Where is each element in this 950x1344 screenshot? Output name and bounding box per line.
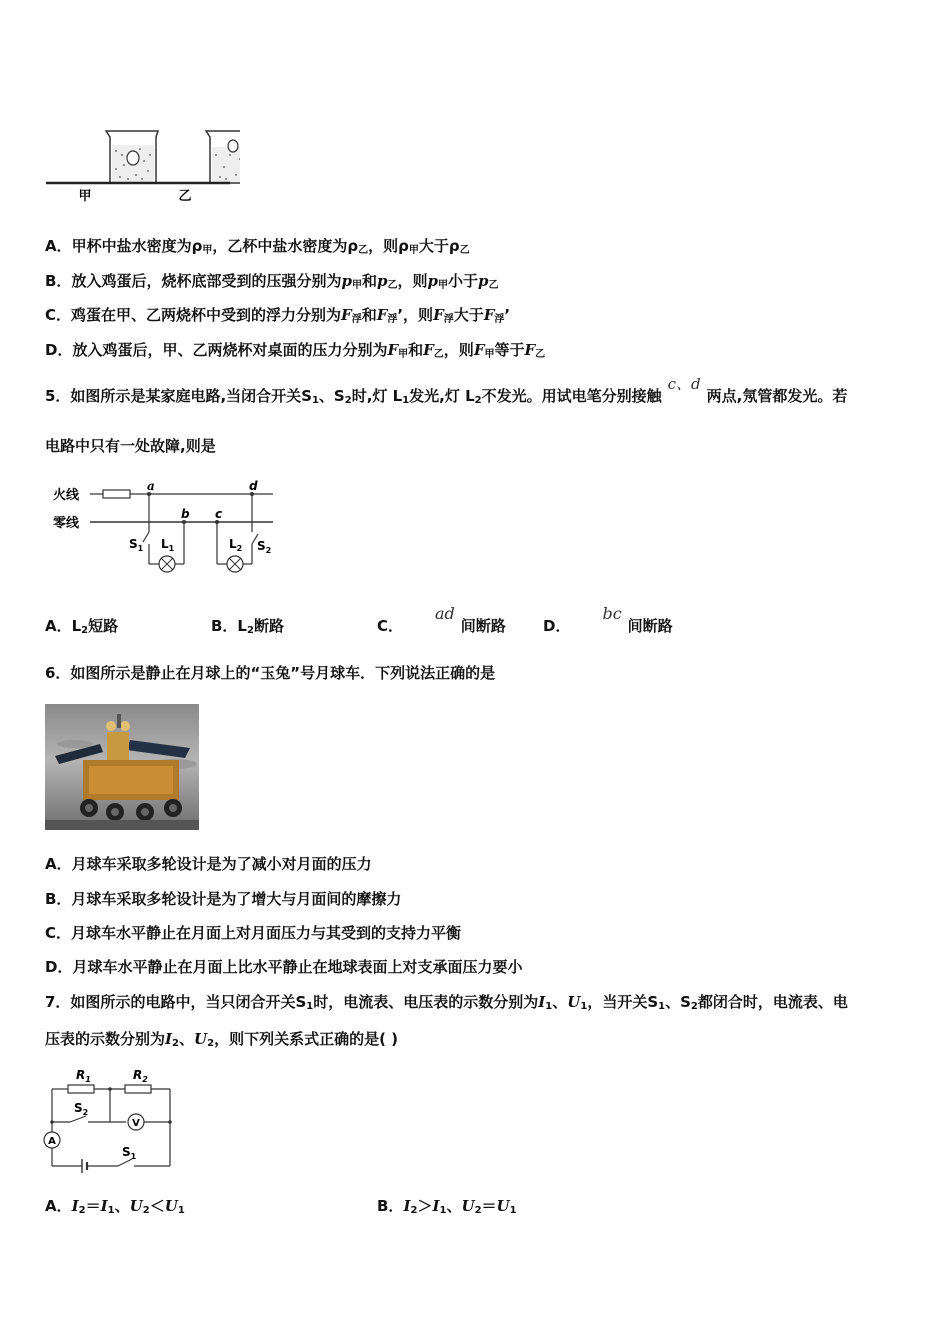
label-s2: $S_2$ bbox=[74, 1101, 89, 1117]
beaker-jia bbox=[106, 131, 158, 183]
q7-option-a: A．$I_2=I_1$、$U_2<U_1$ bbox=[45, 1197, 185, 1216]
point-d: d bbox=[249, 479, 258, 493]
q5-option-b: B．$L_2$断路 bbox=[211, 617, 284, 636]
q4-option-b: B．放入鸡蛋后，烧杯底部受到的压强分别为$p_甲$和$p_乙$，则$p_甲$小于$p_乙$ bbox=[45, 272, 499, 291]
svg-text:V: V bbox=[132, 1118, 140, 1129]
label-s1: $S_1$ bbox=[122, 1145, 137, 1161]
q7-stem-line1: 7．如图所示的电路中，当只闭合开关$S_1$时，电流表、电压表的示数分别为$I_1$、$U_1$，当开关$S_1$、$S_2$都闭合时，电流表、电 bbox=[45, 993, 848, 1012]
q6-option-d: D．月球车水平静止在月面上比水平静止在地球表面上对支承面压力要小 bbox=[45, 958, 523, 976]
q6-option-c: C．月球车水平静止在月面上对月面压力与其受到的支持力平衡 bbox=[45, 924, 462, 942]
q5-stem-line2: 电路中只有一处故障,则是 bbox=[45, 437, 216, 455]
q7-circuit-figure bbox=[40, 1064, 180, 1174]
q7-stem-line2: 压表的示数分别为$I_2$、$U_2$，则下列关系式正确的是( ) bbox=[45, 1030, 399, 1049]
beaker-figure bbox=[40, 125, 240, 210]
switch-s1 bbox=[143, 532, 149, 542]
resistor-r1 bbox=[68, 1085, 94, 1093]
beaker-yi bbox=[206, 131, 240, 183]
point-c: c bbox=[215, 507, 223, 521]
q5-option-d: D．bc间断路 bbox=[543, 604, 673, 635]
label-zero-wire: 零线 bbox=[53, 516, 80, 531]
label-yi: 乙 bbox=[178, 189, 192, 204]
q7-option-b: B．$I_2>I_1$、$U_2=U_1$ bbox=[377, 1197, 517, 1216]
q6-option-b: B．月球车采取多轮设计是为了增大与月面间的摩擦力 bbox=[45, 890, 402, 908]
label-s1: $S_1$ bbox=[129, 537, 144, 553]
svg-text:A: A bbox=[48, 1136, 56, 1147]
q5-option-a: A．$L_2$短路 bbox=[45, 617, 119, 636]
fuse bbox=[103, 490, 130, 498]
point-b: b bbox=[181, 507, 190, 521]
q5-option-c: C．ad间断路 bbox=[377, 604, 506, 635]
q4-option-a: A．甲杯中盐水密度为$\rho_甲$，乙杯中盐水密度为$\rho_乙$，则$\rho_甲$大于$\rho_乙$ bbox=[45, 237, 470, 256]
label-jia: 甲 bbox=[78, 189, 92, 204]
label-r2: $R_2$ bbox=[133, 1068, 148, 1084]
q4-option-d: D．放入鸡蛋后，甲、乙两烧杯对桌面的压力分别为$F_甲$和$F_乙$，则$F_甲$等于$F_乙$ bbox=[45, 341, 546, 360]
lunar-rover-photo bbox=[45, 704, 199, 830]
resistor-r2 bbox=[125, 1085, 151, 1093]
label-l1: $L_1$ bbox=[161, 537, 175, 553]
label-l2: $L_2$ bbox=[229, 537, 243, 553]
label-r1: $R_1$ bbox=[76, 1068, 91, 1084]
label-s2: $S_2$ bbox=[257, 539, 272, 555]
q6-stem: 6．如图所示是静止在月球上的“玉兔”号月球车．下列说法正确的是 bbox=[45, 664, 496, 682]
q6-option-a: A．月球车采取多轮设计是为了减小对月面的压力 bbox=[45, 855, 372, 873]
q5-stem-line1: 5．如图所示是某家庭电路,当闭合开关$S_1$、$S_2$时,灯 $L_1$发光,灯 $L_2$不发光。用试电笔分别接触c、d两点,氖管都发光。若 bbox=[45, 375, 848, 406]
point-a: a bbox=[147, 479, 155, 493]
household-circuit-figure bbox=[45, 478, 280, 583]
label-fire-wire: 火线 bbox=[53, 488, 80, 503]
q4-option-c: C．鸡蛋在甲、乙两烧杯中受到的浮力分别为$F_浮$和$F_浮$’，则$F_浮$大于$F_浮$’ bbox=[45, 306, 511, 325]
